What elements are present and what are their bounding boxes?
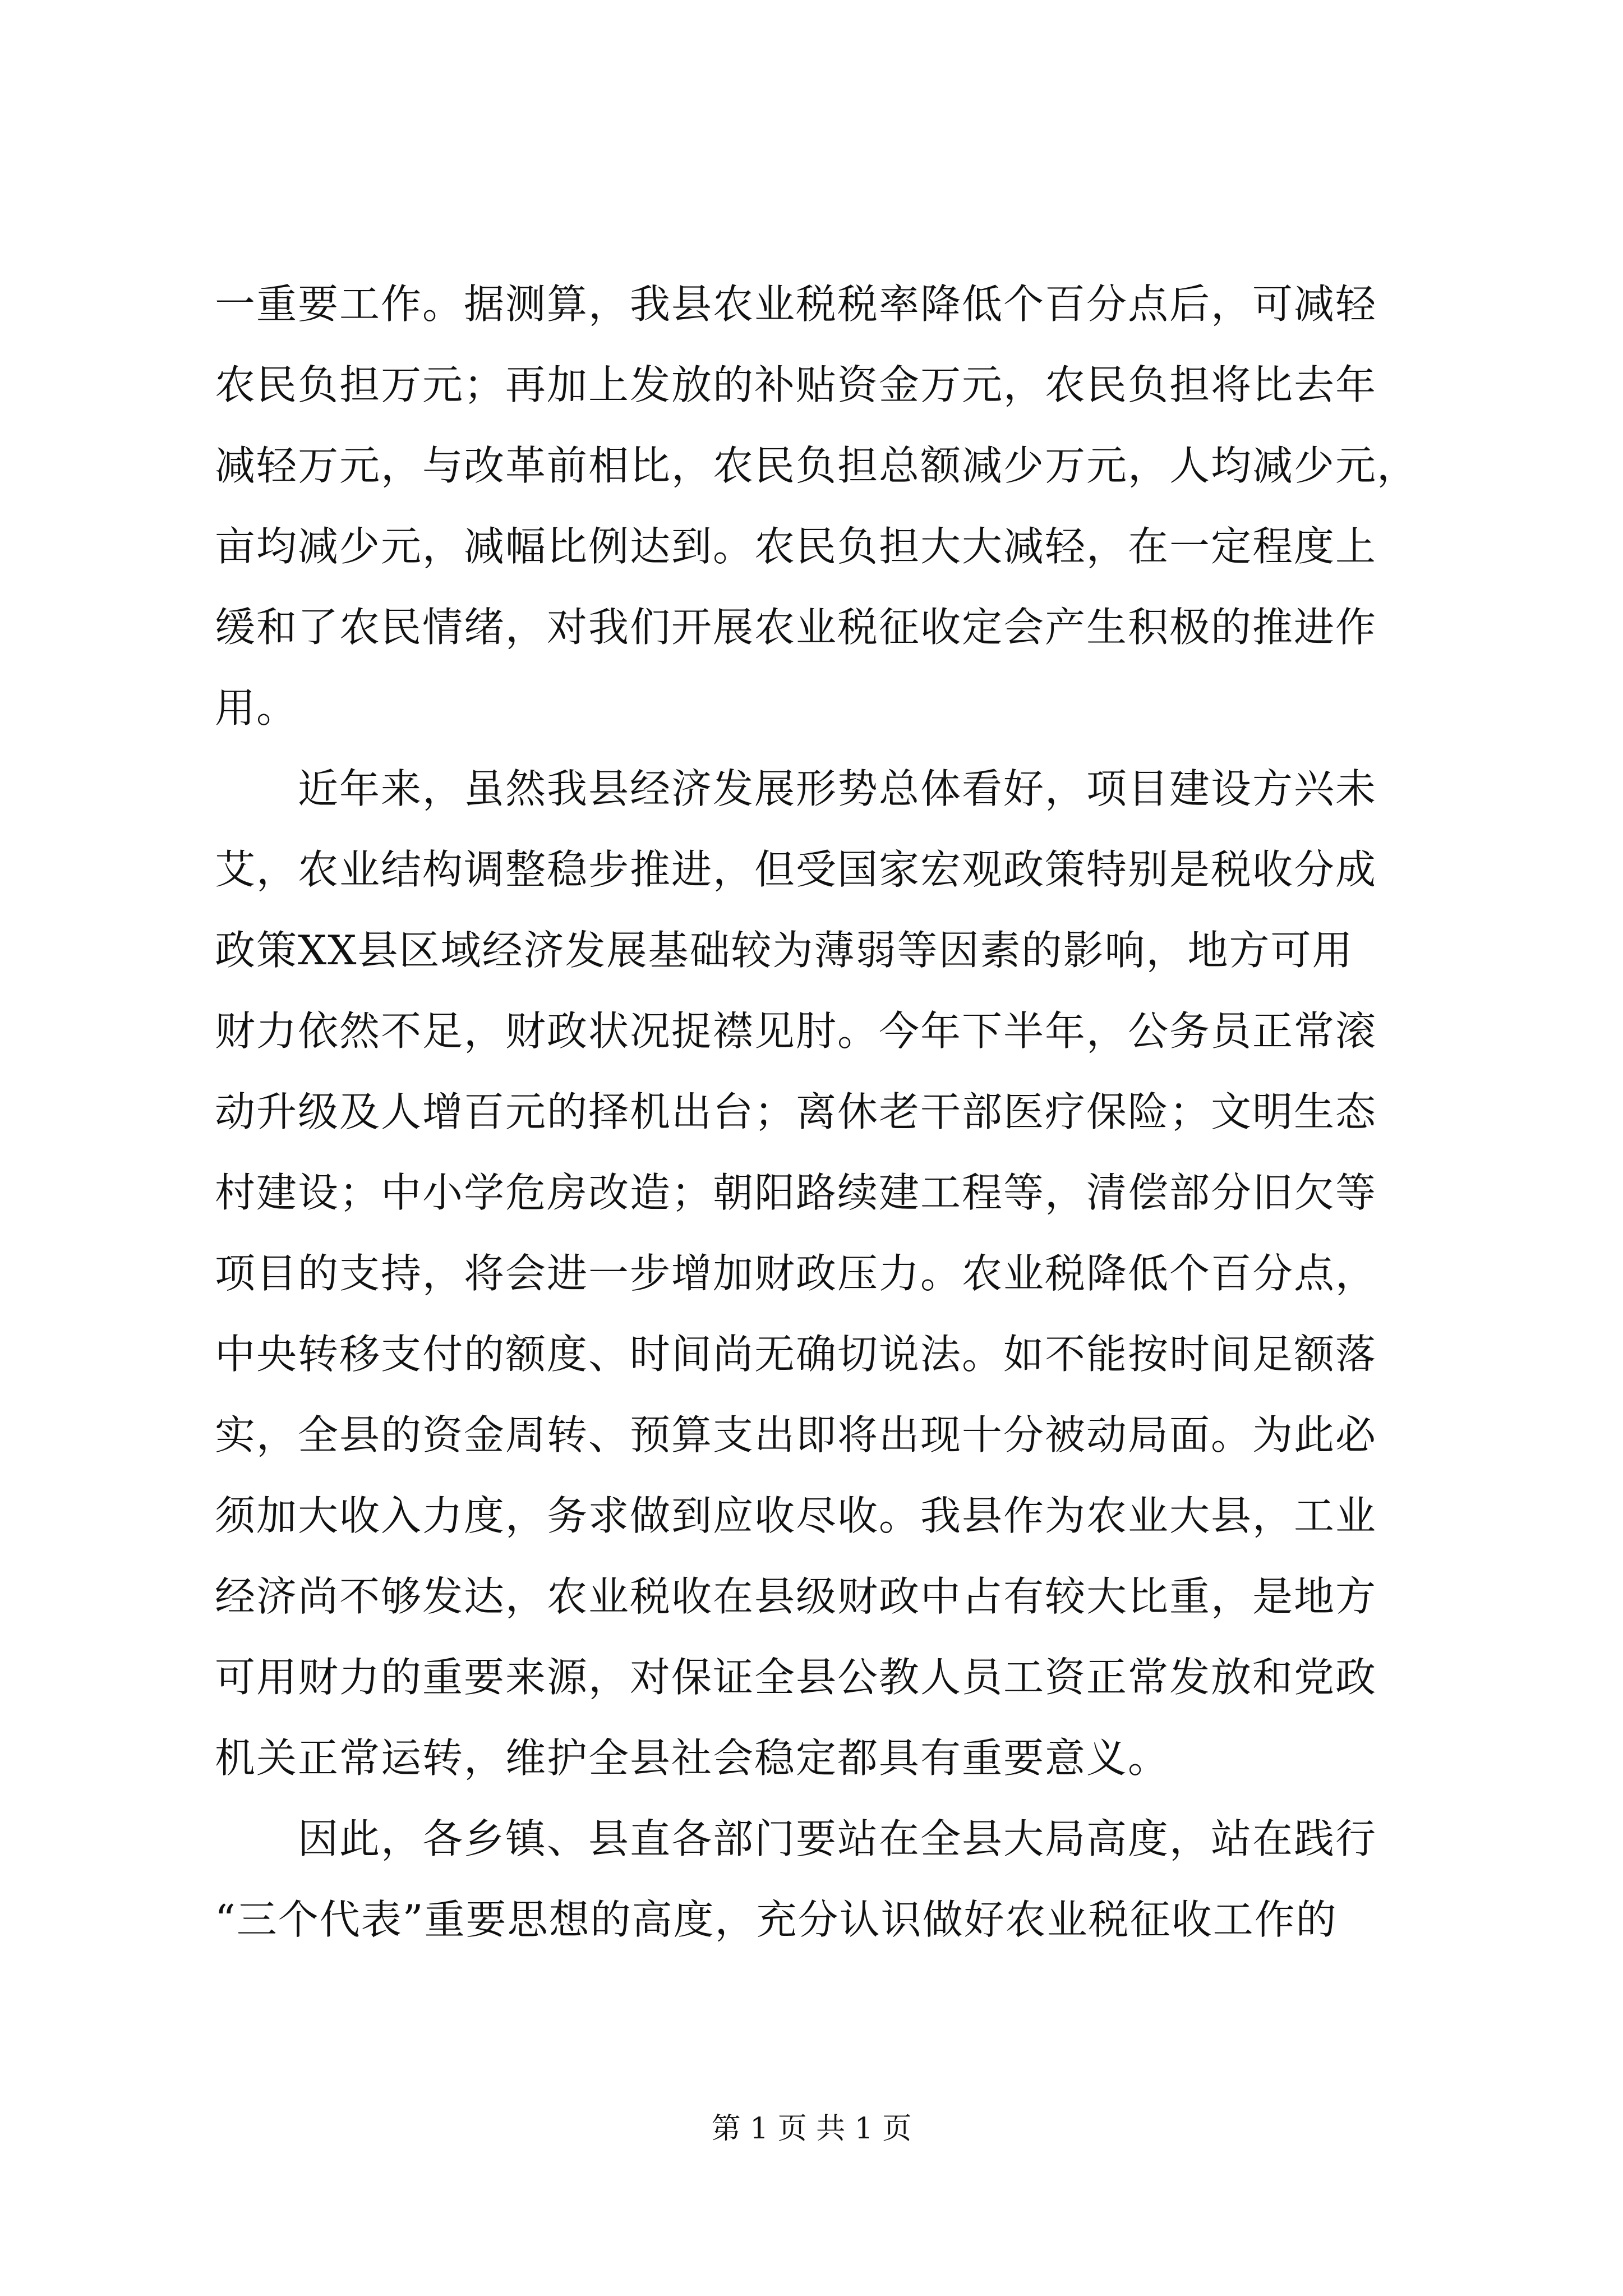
text-line: 可用财力的重要来源，对保证全县公教人员工资正常发放和党政 — [215, 1654, 1377, 1701]
document-body — [215, 264, 1432, 1960]
text-line: 因此，各乡镇、县直各部门要站在全县大局高度，站在践行 — [215, 1815, 1377, 1862]
text-line: 一重要工作。据测算，我县农业税税率降低个百分点后，可减轻 — [215, 280, 1377, 328]
text-line: 亩均减少元，减幅比例达到。农民负担大大减轻，在一定程度上 — [215, 523, 1377, 570]
text-line: 缓和了农民情绪，对我们开展农业税征收定会产生积极的推进作 — [215, 604, 1377, 651]
text-line: 农民负担万元；再加上发放的补贴资金万元，农民负担将比去年 — [215, 361, 1377, 408]
text-line: 动升级及人增百元的择机出台；离休老干部医疗保险；文明生态 — [215, 1088, 1377, 1135]
text-line: 机关正常运转，维护全县社会稳定都具有重要意义。 — [215, 1734, 1170, 1782]
text-line: 须加大收入力度，务求做到应收尽收。我县作为农业大县，工业 — [215, 1492, 1377, 1539]
text-line: 经济尚不够发达，农业税收在县级财政中占有较大比重，是地方 — [215, 1573, 1377, 1620]
text-line: 近年来，虽然我县经济发展形势总体看好，项目建设方兴未 — [215, 765, 1377, 812]
text-line: 实，全县的资金周转、预算支出即将出现十分被动局面。为此必 — [215, 1411, 1377, 1458]
text-line: 减轻万元，与改革前相比，农民负担总额减少万元，人均减少元， — [215, 442, 1419, 489]
text-line: “三个代表”重要思想的高度，充分认识做好农业税征收工作的 — [215, 1896, 1338, 1943]
text-line: 村建设；中小学危房改造；朝阳路续建工程等，清偿部分旧欠等 — [215, 1169, 1377, 1216]
text-line: 艾，农业结构调整稳步推进，但受国家宏观政策特别是税收分成 — [215, 846, 1377, 893]
text-line: 用。 — [215, 684, 298, 731]
text-line: 项目的支持，将会进一步增加财政压力。农业税降低个百分点， — [215, 1250, 1377, 1297]
text-line: 政策XX县区域经济发展基础较为薄弱等因素的影响，地方可用 — [215, 927, 1354, 974]
page-number-footer: 第 1 页 共 1 页 — [711, 2112, 912, 2146]
text-line: 中央转移支付的额度、时间尚无确切说法。如不能按时间足额落 — [215, 1331, 1377, 1378]
text-line: 财力依然不足，财政状况捉襟见肘。今年下半年，公务员正常滚 — [215, 1007, 1377, 1055]
